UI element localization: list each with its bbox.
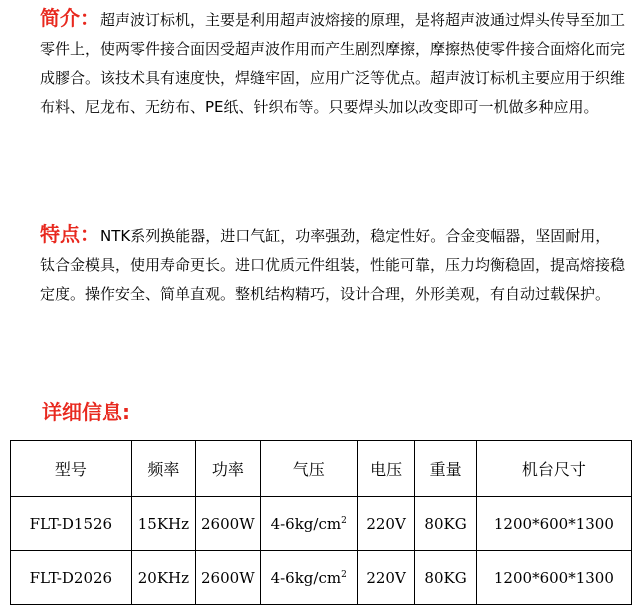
features-heading: 特点： bbox=[40, 222, 100, 246]
cell-pressure bbox=[260, 551, 357, 605]
cell-power: 2600W bbox=[196, 497, 261, 551]
pressure-exponent: 2 bbox=[341, 569, 347, 580]
intro-text: 超声波订标机，主要是利用超声波熔接的原理，是将超声波通过焊头传导至加工零件上，使两零件接合面因受超声波作用而产生剧烈摩擦，摩擦热使零件接合面熔化而完成膠合。该技术具有速度快，焊缝牢固，应用广泛等优点。超声波订标机主要应用于织维布料、尼龙布、无纺布、PE纸、针织布等。只要焊头加以改变即可一机做多种应用。 bbox=[40, 11, 626, 116]
cell-frequency: 20KHz bbox=[131, 551, 195, 605]
features-section bbox=[40, 220, 625, 309]
cell-frequency: 15KHz bbox=[131, 497, 195, 551]
cell-power: 2600W bbox=[196, 551, 261, 605]
intro-heading: 简介： bbox=[40, 6, 100, 30]
header-cell-voltage: 电压 bbox=[357, 441, 415, 497]
spec-table bbox=[10, 440, 632, 605]
table-row bbox=[11, 551, 632, 605]
cell-size: 1200*600*1300 bbox=[476, 497, 631, 551]
header-cell-pressure: 气压 bbox=[260, 441, 357, 497]
intro-section bbox=[40, 4, 625, 122]
cell-weight: 80KG bbox=[415, 497, 476, 551]
header-cell-frequency: 频率 bbox=[131, 441, 195, 497]
cell-model: FLT-D1526 bbox=[11, 497, 132, 551]
pressure-value: 4-6kg/cm bbox=[270, 514, 342, 533]
header-cell-power: 功率 bbox=[196, 441, 261, 497]
cell-voltage: 220V bbox=[357, 497, 415, 551]
table-row bbox=[11, 497, 632, 551]
details-heading: 详细信息: bbox=[42, 400, 130, 424]
cell-weight: 80KG bbox=[415, 551, 476, 605]
header-cell-model: 型号 bbox=[11, 441, 132, 497]
table-header-row bbox=[11, 441, 632, 497]
pressure-exponent: 2 bbox=[341, 515, 347, 526]
cell-voltage: 220V bbox=[357, 551, 415, 605]
header-cell-weight: 重量 bbox=[415, 441, 476, 497]
header-cell-size: 机台尺寸 bbox=[476, 441, 631, 497]
cell-size: 1200*600*1300 bbox=[476, 551, 631, 605]
cell-pressure bbox=[260, 497, 357, 551]
features-text: NTK系列换能器，进口气缸，功率强劲，稳定性好。合金变幅器，坚固耐用，钛合金模具，使用寿命更长。进口优质元件组装，性能可靠，压力均衡稳固，提高熔接稳定度。操作安全、简单直观。整机结构精巧，设计合理，外形美观，有自动过载保护。 bbox=[40, 227, 626, 303]
pressure-value: 4-6kg/cm bbox=[270, 568, 342, 587]
cell-model: FLT-D2026 bbox=[11, 551, 132, 605]
